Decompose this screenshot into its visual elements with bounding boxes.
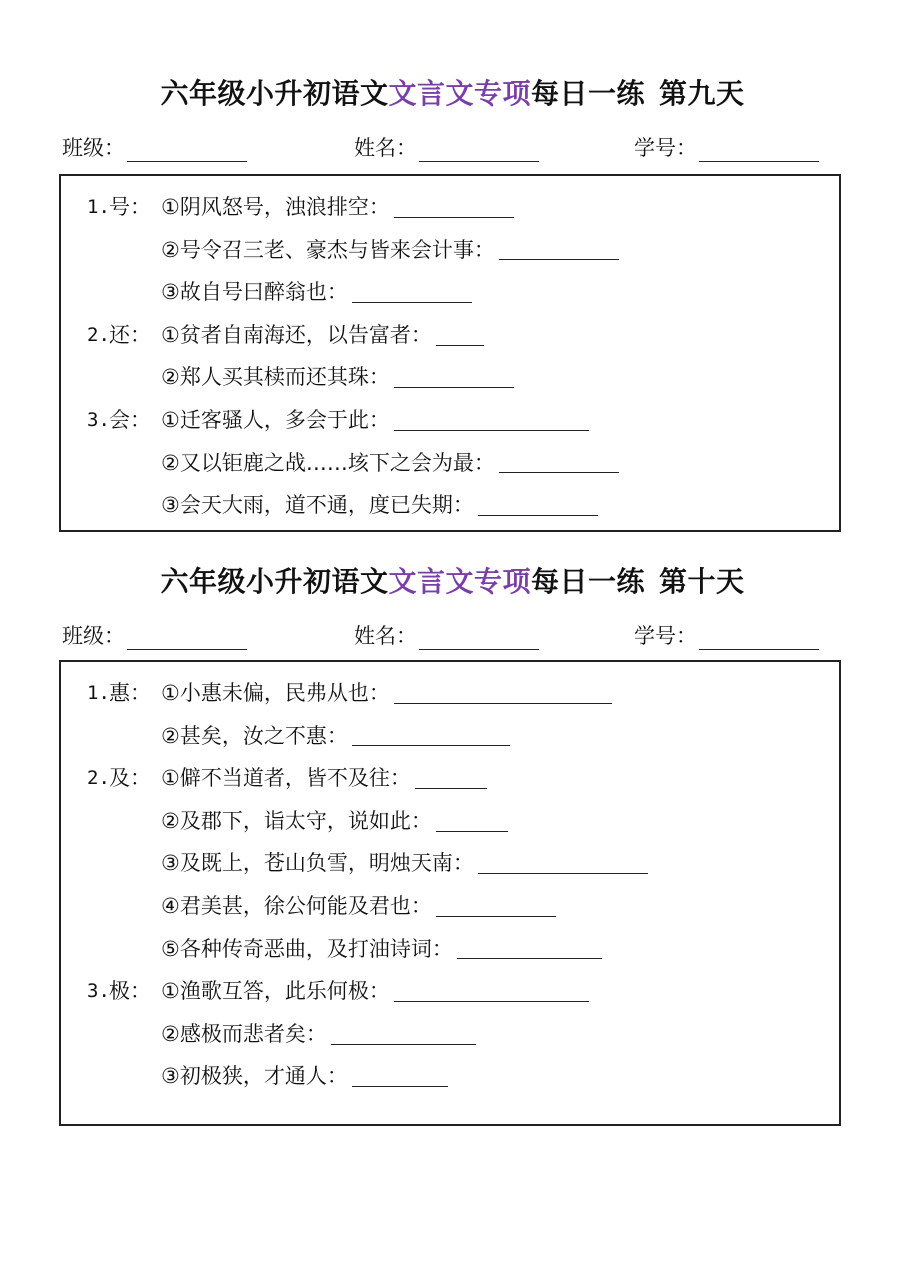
exercise-line bbox=[87, 1013, 648, 1056]
title-prefix: 六年级小升初语文 bbox=[160, 565, 389, 598]
group-number: 3. bbox=[87, 408, 110, 431]
exercise-prompt: ②甚矣，汝之不惠： bbox=[161, 723, 348, 748]
answer-blank[interactable] bbox=[394, 363, 514, 388]
exercise-line bbox=[87, 928, 648, 971]
title-suffix: 每日一练 bbox=[531, 565, 646, 598]
exercise-line bbox=[87, 800, 648, 843]
answer-blank[interactable] bbox=[436, 892, 556, 917]
group-word: 及： bbox=[109, 766, 151, 791]
exercise-prompt: ②感极而悲者矣： bbox=[161, 1021, 327, 1046]
exercise-prompt: ③初极狭，才通人： bbox=[161, 1064, 348, 1089]
group-word: 还： bbox=[109, 322, 151, 347]
answer-blank[interactable] bbox=[478, 491, 598, 516]
exercise-line bbox=[87, 757, 648, 800]
class-label: 班级： bbox=[62, 136, 125, 160]
answer-blank[interactable] bbox=[352, 278, 472, 303]
name-label: 姓名： bbox=[354, 624, 417, 648]
student-id-label: 学号： bbox=[634, 136, 697, 160]
name-label: 姓名： bbox=[354, 136, 417, 160]
student-info-row bbox=[0, 126, 905, 166]
answer-blank[interactable] bbox=[478, 849, 648, 874]
name-blank[interactable] bbox=[419, 627, 539, 650]
group-number: 1. bbox=[87, 196, 110, 218]
answer-blank[interactable] bbox=[415, 764, 487, 789]
exercise-line bbox=[87, 314, 619, 357]
exercise-prompt: ①小惠未偏，民弗从也： bbox=[161, 681, 390, 705]
exercise-prompt: ①僻不当道者，皆不及往： bbox=[161, 766, 411, 791]
exercise-prompt: ③故自号曰醉翁也： bbox=[161, 280, 348, 305]
exercise-prompt: ③及既上，苍山负雪，明烛天南： bbox=[161, 851, 474, 876]
exercise-prompt: ④君美甚，徐公何能及君也： bbox=[161, 893, 432, 918]
answer-blank[interactable] bbox=[499, 448, 619, 473]
student-id-blank[interactable] bbox=[699, 139, 819, 162]
title-suffix: 每日一练 bbox=[531, 77, 646, 110]
title-day: 第十天 bbox=[659, 565, 745, 598]
exercise-prompt: ①渔歌互答，此乐何极： bbox=[161, 979, 390, 1004]
answer-blank[interactable] bbox=[352, 1062, 448, 1087]
student-info-row bbox=[0, 614, 905, 654]
class-field bbox=[62, 132, 247, 162]
student-id-field bbox=[634, 132, 819, 162]
worksheet-title bbox=[0, 560, 905, 604]
worksheet-title bbox=[0, 72, 905, 116]
title-accent: 文言文专项 bbox=[388, 565, 531, 598]
exercise-prompt: ②又以钜鹿之战……垓下之会为最： bbox=[161, 450, 495, 475]
exercise-prompt: ①迁客骚人，多会于此： bbox=[161, 407, 390, 432]
exercise-prompt: ⑤各种传奇恶曲，及打油诗词： bbox=[161, 936, 453, 961]
exercise-list bbox=[87, 672, 648, 1098]
exercise-prompt: ②号令召三老、豪杰与皆来会计事： bbox=[161, 237, 495, 262]
exercise-line bbox=[87, 842, 648, 885]
student-id-field bbox=[634, 620, 819, 650]
name-blank[interactable] bbox=[419, 139, 539, 162]
title-day: 第九天 bbox=[659, 77, 745, 110]
title-prefix: 六年级小升初语文 bbox=[160, 77, 389, 110]
exercise-line bbox=[87, 672, 648, 715]
group-number: 2. bbox=[87, 323, 110, 346]
exercise-line bbox=[87, 186, 619, 229]
group-word: 号： bbox=[109, 195, 151, 219]
answer-blank[interactable] bbox=[394, 679, 612, 704]
title-accent: 文言文专项 bbox=[388, 77, 531, 110]
answer-blank[interactable] bbox=[499, 235, 619, 260]
name-field bbox=[354, 620, 539, 650]
exercise-line bbox=[87, 715, 648, 758]
answer-blank[interactable] bbox=[457, 934, 602, 959]
exercise-line bbox=[87, 399, 619, 442]
exercise-line bbox=[87, 885, 648, 928]
worksheet-day-9 bbox=[0, 72, 905, 518]
exercise-line bbox=[87, 1055, 648, 1098]
class-blank[interactable] bbox=[127, 139, 247, 162]
group-number: 3. bbox=[87, 980, 110, 1003]
exercise-line bbox=[87, 970, 648, 1013]
exercise-line bbox=[87, 484, 619, 527]
answer-blank[interactable] bbox=[394, 193, 514, 218]
group-word: 惠： bbox=[109, 681, 151, 705]
exercise-box bbox=[59, 174, 841, 532]
answer-blank[interactable] bbox=[436, 807, 508, 832]
answer-blank[interactable] bbox=[394, 406, 589, 431]
group-number: 1. bbox=[87, 682, 110, 704]
exercise-prompt: ①贫者自南海还，以告富者： bbox=[161, 322, 432, 347]
group-number: 2. bbox=[87, 767, 110, 790]
exercise-line bbox=[87, 271, 619, 314]
class-blank[interactable] bbox=[127, 627, 247, 650]
exercise-prompt: ②及郡下，诣太守，说如此： bbox=[161, 808, 432, 833]
exercise-prompt: ③会天大雨，道不通，度已失期： bbox=[161, 493, 474, 518]
answer-blank[interactable] bbox=[331, 1020, 476, 1045]
exercise-box bbox=[59, 660, 841, 1126]
class-field bbox=[62, 620, 247, 650]
exercise-prompt: ②郑人买其椟而还其珠： bbox=[161, 365, 390, 390]
exercise-line bbox=[87, 356, 619, 399]
student-id-label: 学号： bbox=[634, 624, 697, 648]
class-label: 班级： bbox=[62, 624, 125, 648]
exercise-line bbox=[87, 442, 619, 485]
group-word: 极： bbox=[109, 979, 151, 1004]
worksheet-day-10 bbox=[0, 560, 905, 1089]
answer-blank[interactable] bbox=[352, 721, 510, 746]
exercise-list bbox=[87, 186, 619, 527]
exercise-prompt: ①阴风怒号，浊浪排空： bbox=[161, 195, 390, 219]
name-field bbox=[354, 132, 539, 162]
student-id-blank[interactable] bbox=[699, 627, 819, 650]
answer-blank[interactable] bbox=[436, 321, 484, 346]
exercise-line bbox=[87, 229, 619, 272]
answer-blank[interactable] bbox=[394, 977, 589, 1002]
group-word: 会： bbox=[109, 407, 151, 432]
